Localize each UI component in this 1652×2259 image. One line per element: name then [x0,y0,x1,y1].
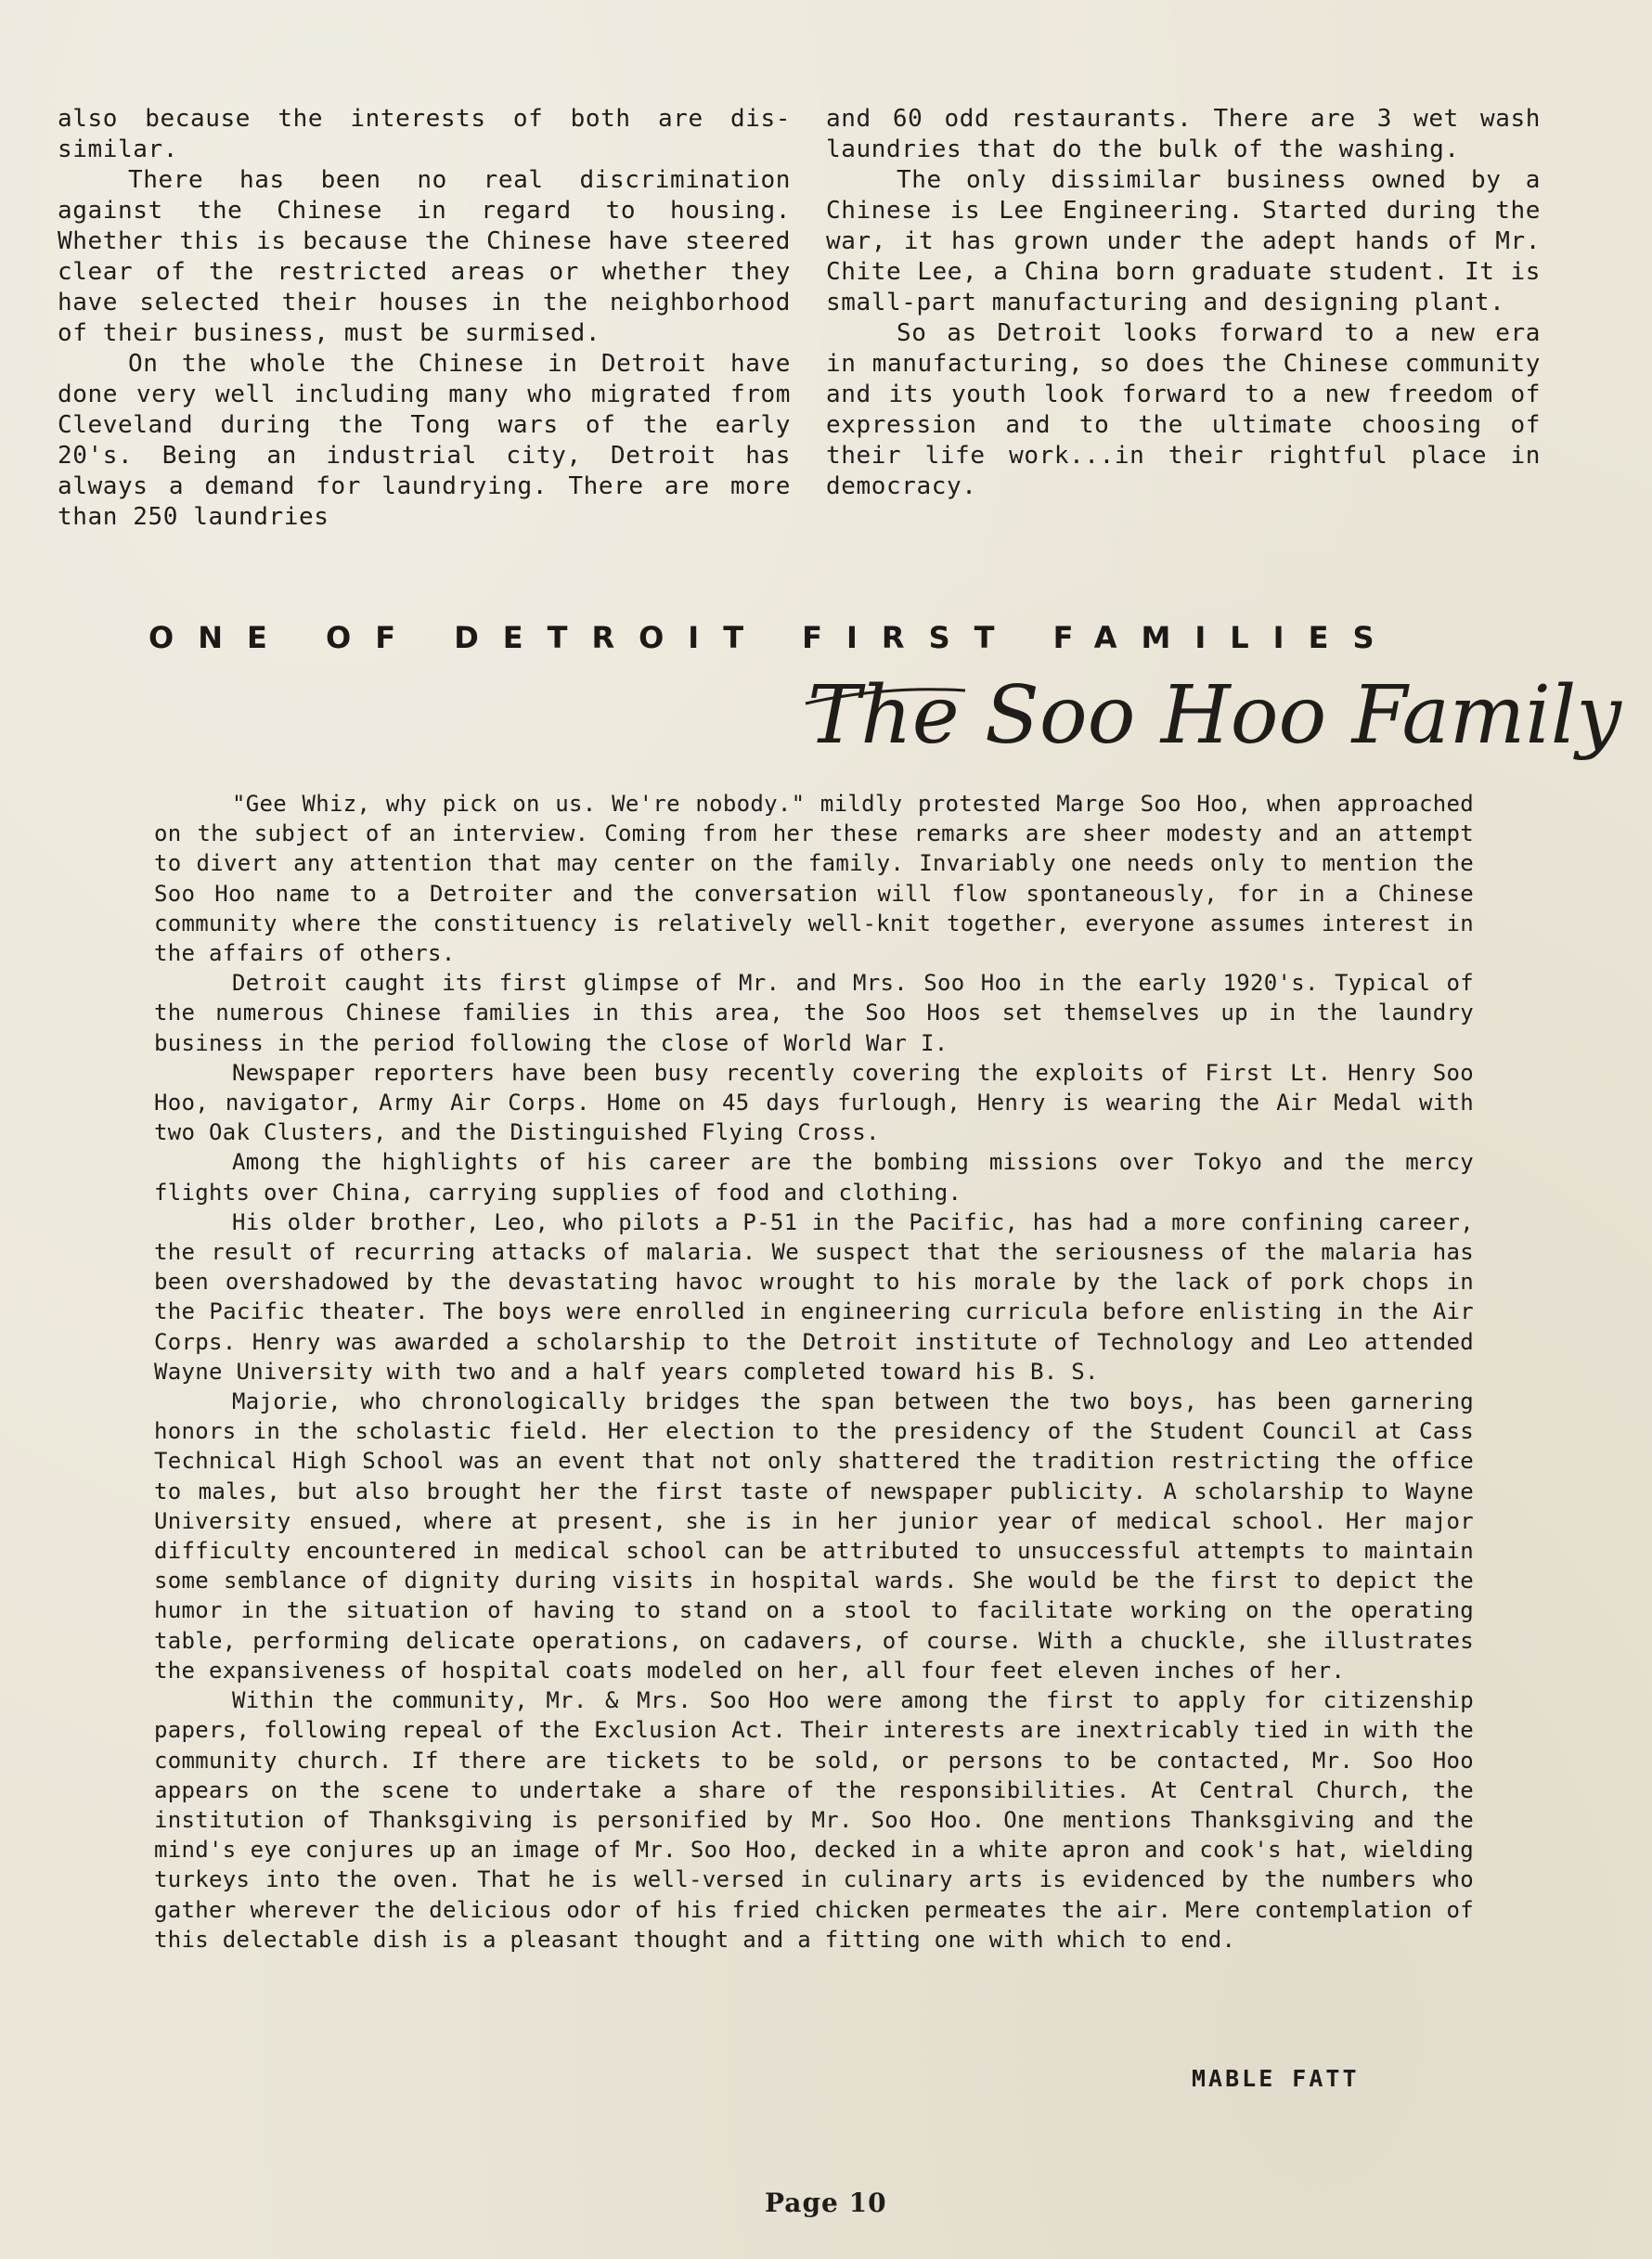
right-column-paragraph: So as Detroit looks forward to a new era in manufacturing, so does the Chinese community and its youth look forward to a new freedom of expression and to the ultimate choosing of their life work...in their rightful place in democracy. [826,319,1541,500]
article-paragraph: "Gee Whiz, why pick on us. We're nobody." mildly protested Marge Soo Hoo, when approached on the subject of an interview. Coming from her these remarks are sheer modesty and an attempt to divert any attention that may center on the family. Invariably one needs only to mention the Soo Hoo name to a Detroiter and the conversation will flow spontaneously, for in a Chinese community where the constituency is relatively well-knit together, everyone assumes interest in the affairs of others. [154,791,1474,967]
article-title-text: The Soo Hoo Family [807,669,1621,762]
left-column-paragraph: also because the interests of both are dis-similar. [58,105,791,163]
article-paragraph: Within the community, Mr. & Mrs. Soo Hoo were among the first to apply for citizenship papers, following repeal of the Exclusion Act. Their interests are inextricably tied in with the community church. If there are tickets to be sold, or persons to be contacted, Mr. Soo Hoo appears on the scene to undertake a share of the responsibilities. At Central Church, the institution of Thanksgiving is personified by Mr. Soo Hoo. One mentions Thanksgiving and the mind's eye conjures up an image of Mr. Soo Hoo, decked in a white apron and cook's hat, wielding turkeys into the oven. That he is well-versed in culinary arts is evidenced by the numbers who gather wherever the delicious odor of his fried chicken permeates the air. Mere contemplation of this delectable dish is a pleasant thought and a fitting one with which to end. [154,1687,1474,1953]
article-paragraph: Detroit caught its first glimpse of Mr. and Mrs. Soo Hoo in the early 1920's. Typical of the numerous Chinese families in this area, the Soo Hoos set themselves up in the laundry business in the period following the close of World War I. [154,970,1474,1056]
page-number: Page 10 [765,2188,887,2218]
article-paragraph: Among the highlights of his career are the bombing missions over Tokyo and the mercy flights over China, carrying supplies of food and clothing. [154,1149,1474,1206]
left-column-paragraph: On the whole the Chinese in Detroit have done very well including many who migrated from Cleveland during the Tong wars of the early 20's. Being an industrial city, Detroit has always a demand for laundrying. There are more than 250 laundries [58,350,791,531]
article-paragraph: Newspaper reporters have been busy recently covering the exploits of First Lt. Henry Soo Hoo, navigator, Army Air Corps. Home on 45 days furlough, Henry is wearing the Air Medal with two Oak Clusters, and the Distinguished Flying Cross. [154,1059,1474,1146]
right-column-paragraph: The only dissimilar business owned by a Chinese is Lee Engineering. Started during the war, it has grown under the adept hands of Mr. Chite Lee, a China born graduate student. It is small-part manufacturing and designing plant. [826,166,1541,316]
section-heading: ONE OF DETROIT FIRST FAMILIES [148,620,1399,655]
right-column-paragraph: and 60 odd restaurants. There are 3 wet wash laundries that do the bulk of the washing. [826,105,1541,163]
author-byline: MABLE FATT [1192,2065,1360,2092]
article-paragraph: His older brother, Leo, who pilots a P-51 in the Pacific, has had a more confining career, the result of recurring attacks of malaria. We suspect that the seriousness of the malaria has been overshadowed by the devastating havoc wrought to his morale by the lack of pork chops in the Pacific theater. The boys were enrolled in engineering curricula before enlisting in the Air Corps. Henry was awarded a scholarship to the Detroit institute of Technology and Leo attended Wayne University with two and a half years completed toward his B. S. [154,1208,1474,1385]
article-paragraph: Majorie, who chronologically bridges the span between the two boys, has been garnering honors in the scholastic field. Her election to the presidency of the Student Council at Cass Technical High School was an event that not only shattered the tradition restricting the office to males, but also brought her the first taste of newspaper publicity. A scholarship to Wayne University ensued, where at present, she is in her junior year of medical school. Her major difficulty encountered in medical school can be attributed to unsuccessful attempts to maintain some semblance of dignity during visits in hospital wards. She would be the first to depict the humor in the situation of having to stand on a stool to facilitate working on the operating table, performing delicate operations, on cadavers, of course. With a chuckle, she illustrates the expansiveness of hospital coats modeled on her, all four feet eleven inches of her. [154,1388,1474,1684]
left-column-paragraph: There has been no real discrimination against the Chinese in regard to housing. Whether this is because the Chinese have steered clear of the restricted areas or whether they have selected their houses in the neighborhood of their business, must be surmised. [58,166,791,347]
left-column [58,104,791,533]
article-body [154,789,1474,1955]
article-title-script [798,666,1621,768]
right-column [826,104,1541,502]
